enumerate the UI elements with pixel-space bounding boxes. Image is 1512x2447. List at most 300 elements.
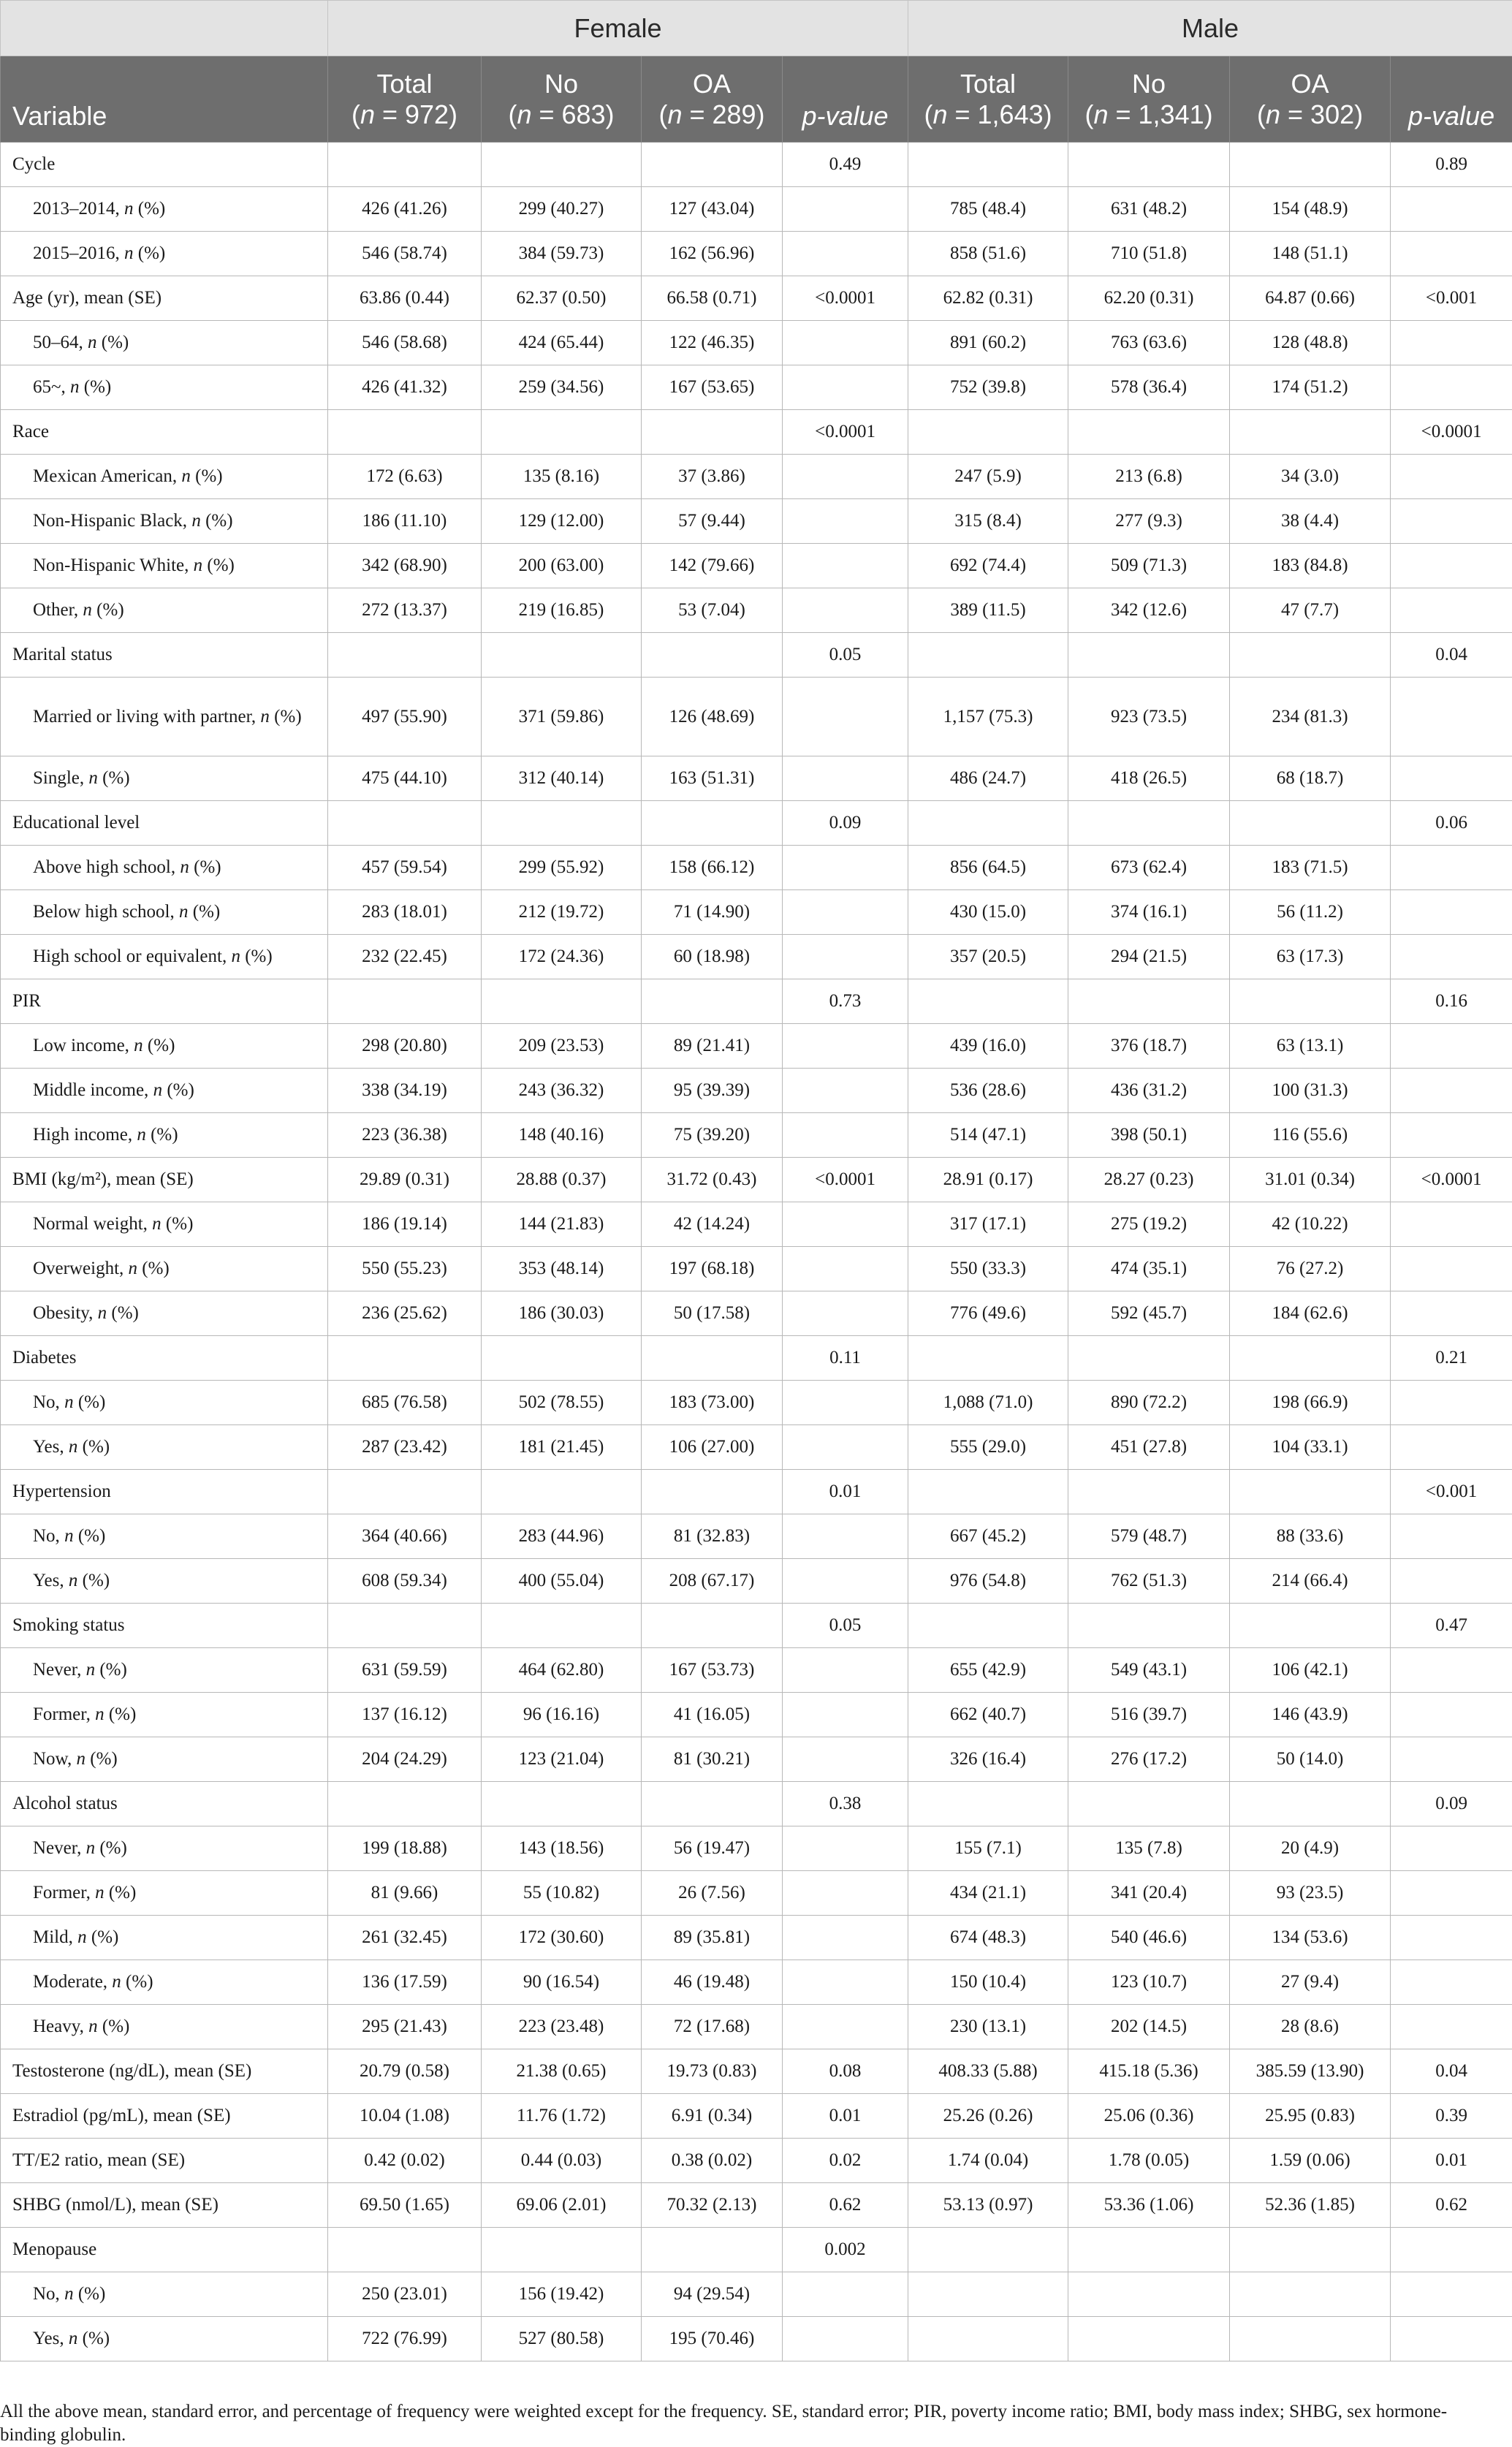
table-cell: 326 (16.4) xyxy=(908,1737,1068,1782)
table-cell: 579 (48.7) xyxy=(1068,1514,1230,1559)
table-cell xyxy=(783,1202,908,1247)
table-cell: 55 (10.82) xyxy=(482,1871,642,1916)
table-cell: 94 (29.54) xyxy=(642,2272,783,2317)
table-row xyxy=(1,1470,1512,1514)
column-name: Total xyxy=(908,69,1068,99)
table-row xyxy=(1,143,1512,187)
table-cell: 277 (9.3) xyxy=(1068,499,1230,544)
row-label: Estradiol (pg/mL), mean (SE) xyxy=(1,2094,328,2139)
table-cell: 592 (45.7) xyxy=(1068,1291,1230,1336)
row-label: Never, n (%) xyxy=(1,1826,328,1871)
table-cell xyxy=(908,2317,1068,2361)
table-cell: 549 (43.1) xyxy=(1068,1648,1230,1693)
table-cell xyxy=(1230,801,1391,846)
table-cell: 762 (51.3) xyxy=(1068,1559,1230,1604)
table-cell: 162 (56.96) xyxy=(642,232,783,276)
table-cell: 10.04 (1.08) xyxy=(328,2094,482,2139)
table-cell xyxy=(1391,499,1512,544)
row-label: SHBG (nmol/L), mean (SE) xyxy=(1,2183,328,2228)
row-label: Low income, n (%) xyxy=(1,1024,328,1069)
table-cell xyxy=(783,1648,908,1693)
table-cell xyxy=(908,1470,1068,1514)
table-cell: 89 (35.81) xyxy=(642,1916,783,1960)
table-cell: 0.38 xyxy=(783,1782,908,1826)
table-cell: 127 (43.04) xyxy=(642,187,783,232)
table-cell xyxy=(642,801,783,846)
table-row xyxy=(1,1381,1512,1425)
table-cell xyxy=(482,979,642,1024)
table-row xyxy=(1,1158,1512,1202)
table-cell xyxy=(328,979,482,1024)
table-cell: 608 (59.34) xyxy=(328,1559,482,1604)
table-cell xyxy=(642,979,783,1024)
table-cell: 384 (59.73) xyxy=(482,232,642,276)
table-cell: 28.27 (0.23) xyxy=(1068,1158,1230,1202)
table-cell: 25.06 (0.36) xyxy=(1068,2094,1230,2139)
table-cell xyxy=(1391,1737,1512,1782)
table-cell xyxy=(783,935,908,979)
row-label: Mild, n (%) xyxy=(1,1916,328,1960)
table-cell: 550 (33.3) xyxy=(908,1247,1068,1291)
table-cell xyxy=(783,232,908,276)
row-label: Diabetes xyxy=(1,1336,328,1381)
table-cell: 28 (8.6) xyxy=(1230,2005,1391,2049)
table-cell: 342 (12.6) xyxy=(1068,588,1230,633)
table-cell: 56 (11.2) xyxy=(1230,890,1391,935)
row-label: No, n (%) xyxy=(1,1514,328,1559)
table-cell xyxy=(1391,935,1512,979)
table-cell xyxy=(783,2272,908,2317)
table-cell: 38 (4.4) xyxy=(1230,499,1391,544)
table-cell: 208 (67.17) xyxy=(642,1559,783,1604)
column-name: OA xyxy=(642,69,782,99)
table-cell: 1.74 (0.04) xyxy=(908,2139,1068,2183)
table-row xyxy=(1,321,1512,365)
table-cell: 135 (8.16) xyxy=(482,455,642,499)
table-cell: 250 (23.01) xyxy=(328,2272,482,2317)
table-cell xyxy=(783,1069,908,1113)
table-cell: 685 (76.58) xyxy=(328,1381,482,1425)
row-label: Heavy, n (%) xyxy=(1,2005,328,2049)
table-cell: 70.32 (2.13) xyxy=(642,2183,783,2228)
table-cell xyxy=(783,1916,908,1960)
row-label: Cycle xyxy=(1,143,328,187)
table-cell xyxy=(482,410,642,455)
table-cell xyxy=(1391,1202,1512,1247)
table-cell: 400 (55.04) xyxy=(482,1559,642,1604)
table-cell xyxy=(1068,2272,1230,2317)
table-cell: 0.49 xyxy=(783,143,908,187)
table-cell xyxy=(482,1336,642,1381)
table-cell: 11.76 (1.72) xyxy=(482,2094,642,2139)
row-label: No, n (%) xyxy=(1,2272,328,2317)
table-cell xyxy=(1230,2272,1391,2317)
row-label: Overweight, n (%) xyxy=(1,1247,328,1291)
row-label: Former, n (%) xyxy=(1,1871,328,1916)
table-cell xyxy=(783,1826,908,1871)
table-cell: 315 (8.4) xyxy=(908,499,1068,544)
table-cell: 123 (10.7) xyxy=(1068,1960,1230,2005)
table-cell: 0.44 (0.03) xyxy=(482,2139,642,2183)
table-row xyxy=(1,588,1512,633)
table-cell xyxy=(1068,1336,1230,1381)
table-cell: 722 (76.99) xyxy=(328,2317,482,2361)
table-cell: 502 (78.55) xyxy=(482,1381,642,1425)
table-cell: 155 (7.1) xyxy=(908,1826,1068,1871)
row-label: Race xyxy=(1,410,328,455)
column-n: (n = 289) xyxy=(642,99,782,130)
table-cell xyxy=(1230,2228,1391,2272)
table-cell: 137 (16.12) xyxy=(328,1693,482,1737)
table-cell xyxy=(908,979,1068,1024)
table-cell xyxy=(1068,1604,1230,1648)
table-cell xyxy=(908,633,1068,678)
table-cell: 223 (36.38) xyxy=(328,1113,482,1158)
column-name: p-value xyxy=(802,101,888,131)
table-cell: 0.002 xyxy=(783,2228,908,2272)
table-cell: 890 (72.2) xyxy=(1068,1381,1230,1425)
row-label: Single, n (%) xyxy=(1,756,328,801)
table-cell: 631 (48.2) xyxy=(1068,187,1230,232)
table-cell xyxy=(482,1604,642,1648)
table-cell: 93 (23.5) xyxy=(1230,1871,1391,1916)
table-cell xyxy=(1391,365,1512,410)
table-cell: 42 (14.24) xyxy=(642,1202,783,1247)
table-row xyxy=(1,756,1512,801)
table-cell: 186 (19.14) xyxy=(328,1202,482,1247)
table-cell: 0.47 xyxy=(1391,1604,1512,1648)
table-cell xyxy=(908,410,1068,455)
table-cell xyxy=(482,2228,642,2272)
row-label: Menopause xyxy=(1,2228,328,2272)
table-cell xyxy=(642,410,783,455)
table-cell: 546 (58.68) xyxy=(328,321,482,365)
table-cell: 20 (4.9) xyxy=(1230,1826,1391,1871)
table-cell xyxy=(1391,1425,1512,1470)
table-cell xyxy=(1391,455,1512,499)
table-cell: 371 (59.86) xyxy=(482,678,642,756)
column-header-male-p-value xyxy=(1391,56,1512,143)
row-label: 2015–2016, n (%) xyxy=(1,232,328,276)
table-cell xyxy=(1391,321,1512,365)
table-cell xyxy=(1391,1960,1512,2005)
table-row xyxy=(1,544,1512,588)
table-cell: 122 (46.35) xyxy=(642,321,783,365)
column-n: (n = 683) xyxy=(482,99,641,130)
column-header-female-total xyxy=(328,56,482,143)
table-cell: 6.91 (0.34) xyxy=(642,2094,783,2139)
table-row xyxy=(1,1113,1512,1158)
table-cell xyxy=(908,2228,1068,2272)
table-cell: 426 (41.26) xyxy=(328,187,482,232)
table-row xyxy=(1,1202,1512,1247)
table-cell: 341 (20.4) xyxy=(1068,1871,1230,1916)
table-cell: 0.09 xyxy=(783,801,908,846)
table-cell: 295 (21.43) xyxy=(328,2005,482,2049)
table-cell: 172 (30.60) xyxy=(482,1916,642,1960)
table-cell: 415.18 (5.36) xyxy=(1068,2049,1230,2094)
table-cell: 0.05 xyxy=(783,633,908,678)
table-cell: 31.01 (0.34) xyxy=(1230,1158,1391,1202)
table-cell: 143 (18.56) xyxy=(482,1826,642,1871)
row-label: Marital status xyxy=(1,633,328,678)
column-header-variable: Variable xyxy=(1,56,328,143)
table-cell: 69.50 (1.65) xyxy=(328,2183,482,2228)
table-cell xyxy=(328,143,482,187)
row-label: Never, n (%) xyxy=(1,1648,328,1693)
table-cell: 0.06 xyxy=(1391,801,1512,846)
table-cell: 148 (40.16) xyxy=(482,1113,642,1158)
table-cell xyxy=(328,1604,482,1648)
table-cell: 183 (71.5) xyxy=(1230,846,1391,890)
table-cell: 0.01 xyxy=(783,2094,908,2139)
table-cell: 123 (21.04) xyxy=(482,1737,642,1782)
table-cell: 923 (73.5) xyxy=(1068,678,1230,756)
table-cell: 0.62 xyxy=(783,2183,908,2228)
table-cell: 710 (51.8) xyxy=(1068,232,1230,276)
table-cell: 275 (19.2) xyxy=(1068,1202,1230,1247)
table-cell: 283 (18.01) xyxy=(328,890,482,935)
column-name: No xyxy=(1068,69,1229,99)
table-cell: 0.21 xyxy=(1391,1336,1512,1381)
table-row xyxy=(1,1782,1512,1826)
table-cell: 667 (45.2) xyxy=(908,1514,1068,1559)
table-cell: 89 (21.41) xyxy=(642,1024,783,1069)
row-label: Moderate, n (%) xyxy=(1,1960,328,2005)
table-cell: 76 (27.2) xyxy=(1230,1247,1391,1291)
table-row xyxy=(1,1960,1512,2005)
table-cell: 0.05 xyxy=(783,1604,908,1648)
table-row xyxy=(1,846,1512,890)
column-header-male-no xyxy=(1068,56,1230,143)
table-cell: 342 (68.90) xyxy=(328,544,482,588)
table-cell: 200 (63.00) xyxy=(482,544,642,588)
table-cell xyxy=(328,633,482,678)
table-cell: 631 (59.59) xyxy=(328,1648,482,1693)
table-cell xyxy=(1391,756,1512,801)
table-cell: 68 (18.7) xyxy=(1230,756,1391,801)
row-label: Obesity, n (%) xyxy=(1,1291,328,1336)
table-cell xyxy=(783,2005,908,2049)
table-cell: 64.87 (0.66) xyxy=(1230,276,1391,321)
table-cell: 47 (7.7) xyxy=(1230,588,1391,633)
table-cell: 655 (42.9) xyxy=(908,1648,1068,1693)
table-cell xyxy=(908,1782,1068,1826)
table-cell xyxy=(642,1604,783,1648)
table-cell: 1,088 (71.0) xyxy=(908,1381,1068,1425)
table-row xyxy=(1,1693,1512,1737)
table-cell xyxy=(1068,2228,1230,2272)
table-cell xyxy=(1391,588,1512,633)
table-row xyxy=(1,935,1512,979)
table-cell xyxy=(1230,1470,1391,1514)
table-cell xyxy=(1391,1291,1512,1336)
row-label: Testosterone (ng/dL), mean (SE) xyxy=(1,2049,328,2094)
table-cell: 385.59 (13.90) xyxy=(1230,2049,1391,2094)
table-cell: 158 (66.12) xyxy=(642,846,783,890)
table-cell xyxy=(783,1425,908,1470)
row-label: Yes, n (%) xyxy=(1,2317,328,2361)
table-row xyxy=(1,187,1512,232)
table-cell: 29.89 (0.31) xyxy=(328,1158,482,1202)
column-name: p-value xyxy=(1408,101,1494,131)
table-cell: 25.26 (0.26) xyxy=(908,2094,1068,2139)
table-cell xyxy=(783,1024,908,1069)
table-cell xyxy=(1068,1782,1230,1826)
table-cell: 752 (39.8) xyxy=(908,365,1068,410)
table-cell xyxy=(482,633,642,678)
table-cell: 0.01 xyxy=(783,1470,908,1514)
table-cell: 81 (30.21) xyxy=(642,1737,783,1782)
table-row xyxy=(1,1648,1512,1693)
table-cell: 27 (9.4) xyxy=(1230,1960,1391,2005)
table-cell xyxy=(1391,1247,1512,1291)
table-cell: 37 (3.86) xyxy=(642,455,783,499)
table-cell xyxy=(1391,1648,1512,1693)
table-cell: 75 (39.20) xyxy=(642,1113,783,1158)
table-row xyxy=(1,1559,1512,1604)
table-cell xyxy=(328,801,482,846)
table-cell xyxy=(783,187,908,232)
table-cell xyxy=(1068,143,1230,187)
table-cell: 63.86 (0.44) xyxy=(328,276,482,321)
table-cell xyxy=(1391,678,1512,756)
table-cell: 181 (21.45) xyxy=(482,1425,642,1470)
table-cell xyxy=(783,1514,908,1559)
table-cell: 50 (17.58) xyxy=(642,1291,783,1336)
row-label: PIR xyxy=(1,979,328,1024)
table-cell xyxy=(783,499,908,544)
row-label: Educational level xyxy=(1,801,328,846)
column-name: OA xyxy=(1230,69,1390,99)
table-cell xyxy=(783,678,908,756)
table-cell xyxy=(1391,846,1512,890)
table-cell: 88 (33.6) xyxy=(1230,1514,1391,1559)
table-cell: 96 (16.16) xyxy=(482,1693,642,1737)
table-cell: 126 (48.69) xyxy=(642,678,783,756)
table-cell xyxy=(1230,410,1391,455)
table-cell xyxy=(1230,1604,1391,1648)
column-header-male-oa xyxy=(1230,56,1391,143)
table-cell: 364 (40.66) xyxy=(328,1514,482,1559)
table-row xyxy=(1,1514,1512,1559)
table-cell: 146 (43.9) xyxy=(1230,1693,1391,1737)
table-cell: 50 (14.0) xyxy=(1230,1737,1391,1782)
table-cell: 90 (16.54) xyxy=(482,1960,642,2005)
table-cell: 514 (47.1) xyxy=(908,1113,1068,1158)
column-n: (n = 972) xyxy=(328,99,481,130)
table-cell: 219 (16.85) xyxy=(482,588,642,633)
table-cell: 0.16 xyxy=(1391,979,1512,1024)
table-cell: <0.001 xyxy=(1391,276,1512,321)
table-cell: <0.001 xyxy=(1391,1470,1512,1514)
table-cell: 299 (40.27) xyxy=(482,187,642,232)
table-cell: 858 (51.6) xyxy=(908,232,1068,276)
table-cell: 555 (29.0) xyxy=(908,1425,1068,1470)
table-cell: <0.0001 xyxy=(783,1158,908,1202)
table-cell: 0.08 xyxy=(783,2049,908,2094)
row-label: Middle income, n (%) xyxy=(1,1069,328,1113)
table-cell: 272 (13.37) xyxy=(328,588,482,633)
table-row xyxy=(1,1024,1512,1069)
table-cell xyxy=(482,801,642,846)
table-cell xyxy=(783,756,908,801)
column-name: No xyxy=(482,69,641,99)
table-cell xyxy=(482,1782,642,1826)
table-cell: 81 (9.66) xyxy=(328,1871,482,1916)
table-cell: 136 (17.59) xyxy=(328,1960,482,2005)
row-label: 65~, n (%) xyxy=(1,365,328,410)
table-cell: 408.33 (5.88) xyxy=(908,2049,1068,2094)
table-row xyxy=(1,1291,1512,1336)
table-cell: 156 (19.42) xyxy=(482,2272,642,2317)
table-row xyxy=(1,276,1512,321)
table-cell: 100 (31.3) xyxy=(1230,1069,1391,1113)
table-cell xyxy=(1391,1514,1512,1559)
table-cell: 546 (58.74) xyxy=(328,232,482,276)
table-cell xyxy=(1391,1559,1512,1604)
table-cell xyxy=(328,1336,482,1381)
table-cell: 62.20 (0.31) xyxy=(1068,276,1230,321)
table-cell: 536 (28.6) xyxy=(908,1069,1068,1113)
table-cell: 785 (48.4) xyxy=(908,187,1068,232)
table-cell: 1.59 (0.06) xyxy=(1230,2139,1391,2183)
table-footnote: All the above mean, standard error, and percentage of frequency were weighted except for the frequency. SE, standard error; PIR, poverty income ratio; BMI, body mass index; SHBG, sex hormone-binding globulin. xyxy=(0,2400,1498,2447)
table-cell: 53.36 (1.06) xyxy=(1068,2183,1230,2228)
table-row xyxy=(1,1336,1512,1381)
table-cell: 0.62 xyxy=(1391,2183,1512,2228)
table-row xyxy=(1,499,1512,544)
table-cell: 0.04 xyxy=(1391,2049,1512,2094)
table-cell xyxy=(642,1782,783,1826)
row-label: No, n (%) xyxy=(1,1381,328,1425)
table-cell: 662 (40.7) xyxy=(908,1693,1068,1737)
table-cell: <0.0001 xyxy=(783,276,908,321)
table-cell xyxy=(1230,1782,1391,1826)
table-cell: 128 (48.8) xyxy=(1230,321,1391,365)
table-cell: 144 (21.83) xyxy=(482,1202,642,1247)
table-row xyxy=(1,2183,1512,2228)
table-cell: 28.91 (0.17) xyxy=(908,1158,1068,1202)
table-cell: 891 (60.2) xyxy=(908,321,1068,365)
table-cell: 578 (36.4) xyxy=(1068,365,1230,410)
table-cell: 172 (24.36) xyxy=(482,935,642,979)
table-cell: 259 (34.56) xyxy=(482,365,642,410)
table-cell: 183 (73.00) xyxy=(642,1381,783,1425)
table-cell xyxy=(1230,1336,1391,1381)
column-header-row xyxy=(1,56,1512,143)
table-row xyxy=(1,801,1512,846)
table-cell: 464 (62.80) xyxy=(482,1648,642,1693)
table-row xyxy=(1,2139,1512,2183)
row-label: Yes, n (%) xyxy=(1,1425,328,1470)
table-cell: 104 (33.1) xyxy=(1230,1425,1391,1470)
table-cell xyxy=(783,1960,908,2005)
table-cell xyxy=(1391,2228,1512,2272)
table-cell: 674 (48.3) xyxy=(908,1916,1068,1960)
table-cell xyxy=(783,1871,908,1916)
table-cell xyxy=(908,2272,1068,2317)
table-cell: 976 (54.8) xyxy=(908,1559,1068,1604)
table-cell: 66.58 (0.71) xyxy=(642,276,783,321)
row-label: Above high school, n (%) xyxy=(1,846,328,890)
table-cell: 294 (21.5) xyxy=(1068,935,1230,979)
table-cell: 856 (64.5) xyxy=(908,846,1068,890)
table-cell xyxy=(783,1247,908,1291)
table-row xyxy=(1,979,1512,1024)
row-label: Alcohol status xyxy=(1,1782,328,1826)
row-label: BMI (kg/m²), mean (SE) xyxy=(1,1158,328,1202)
